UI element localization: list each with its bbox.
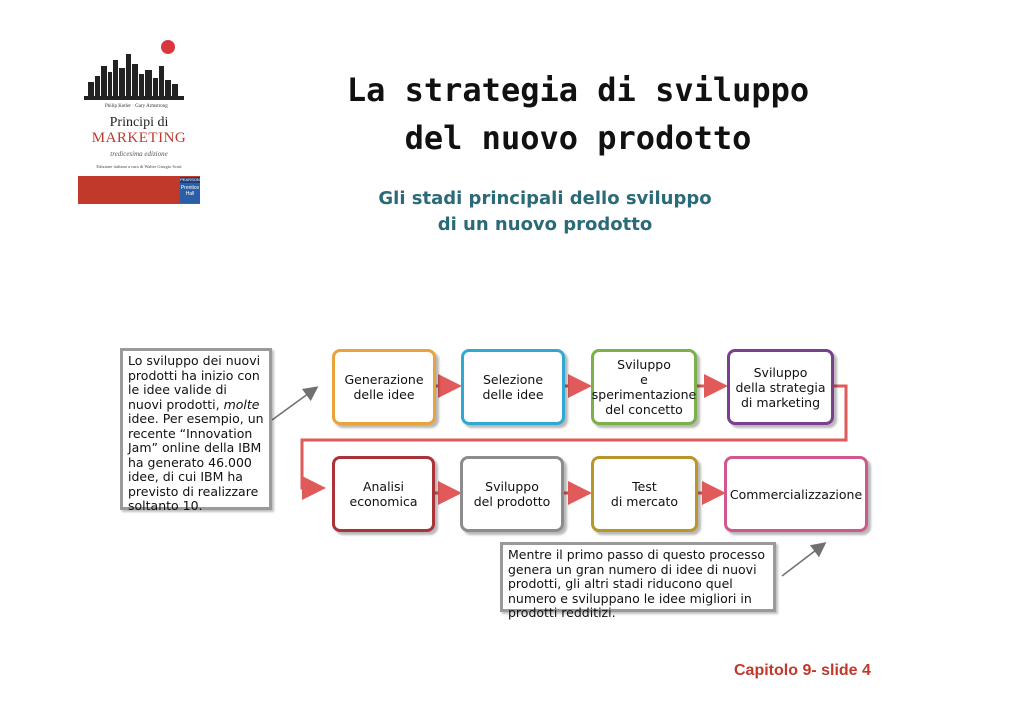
imprint-logo: Prentice Hall — [180, 183, 200, 203]
stage-selezione-idee: Selezione delle idee — [461, 349, 565, 425]
stage-analisi-economica: Analisi economica — [332, 456, 435, 532]
intro-note — [120, 348, 272, 513]
skyline-illustration — [78, 36, 200, 104]
cover-edition: tredicesima edizione — [110, 150, 168, 158]
intro-pointer-arrow — [272, 388, 316, 420]
slide-title: La strategia di sviluppo del nuovo prodotto — [346, 71, 810, 157]
cover-title-line1: Principi di — [109, 115, 169, 130]
red-sun — [161, 40, 175, 54]
publisher-logo: PEARSON — [180, 177, 200, 182]
stage-commercializzazione: Commercializzazione — [724, 456, 868, 532]
cover-authors: Philip Kotler · Gary Armstrong — [105, 104, 168, 109]
cover-curated-by: Edizione italiana a cura di Walter Giorgio Scott — [96, 164, 182, 169]
intro-note-text-2: idee. Per esempio, un recente “Innovation Jam” online della IBM ha generato 46.000 idee, di cui IBM ha previsto di realizzare soltanto 10. — [128, 411, 264, 513]
closing-pointer-arrow — [782, 544, 824, 576]
cover-title-line2: MARKETING — [91, 130, 187, 146]
stage-sviluppo-prodotto: Sviluppo del prodotto — [460, 456, 564, 532]
slide-subtitle: Gli stadi principali dello sviluppo di un nuovo prodotto — [378, 188, 712, 235]
stage-test-mercato: Test di mercato — [591, 456, 698, 532]
intro-note-emphasis: molte — [223, 396, 260, 412]
stage-generazione-idee: Generazione delle idee — [332, 349, 436, 425]
book-cover — [78, 36, 200, 204]
stage-strategia-marketing: Sviluppo della strategia di marketing — [727, 349, 834, 425]
closing-note: Mentre il primo passo di questo processo genera un gran numero di idee di nuovi prodotti, gli altri stadi riducono quel numero e sviluppano le idee migliori in prodotti redditizi. — [500, 542, 776, 612]
intro-note-text-1: Lo sviluppo dei nuovi prodotti ha inizio con le idee valide di nuovi prodotti, — [128, 353, 261, 412]
stage-sviluppo-concetto: Sviluppo e sperimentazione del concetto — [591, 349, 697, 425]
development-stages-diagram — [120, 346, 890, 620]
slide-footer: Capitolo 9- slide 4 — [734, 662, 871, 679]
